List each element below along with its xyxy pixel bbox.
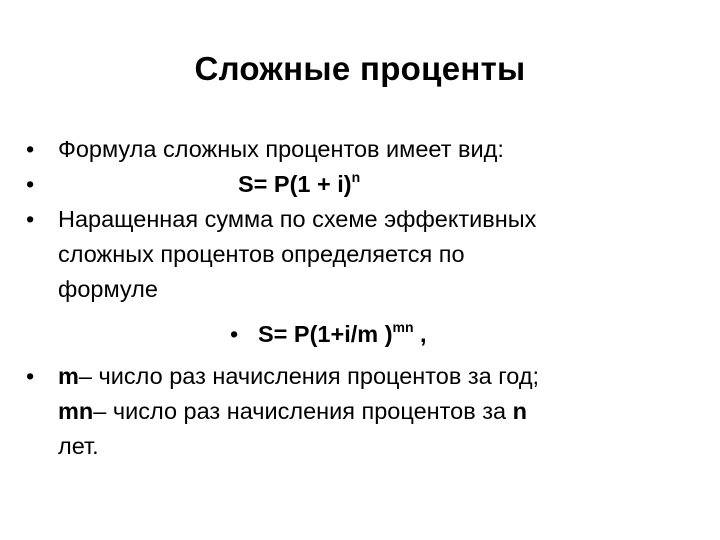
effective-formula-base: S= P(1+i/m ) [258,321,393,347]
bullet-icon: • [26,136,35,162]
effective-description-line-2: сложных процентов определяется по [58,241,465,267]
formula-base: S= P(1 + i) [238,171,352,197]
list-item-variable-definitions [26,359,696,464]
variable-m-definition: – число раз начисления процентов за год; [78,363,540,389]
effective-formula-tail: , [413,321,427,347]
variable-n: n [512,398,527,424]
variable-m: m [58,363,79,389]
bullet-icon: • [26,171,35,197]
list-item-formula-simple [26,167,696,202]
compound-interest-formula [58,171,360,197]
variable-mn-definition-end: лет. [58,433,99,459]
effective-formula-exponent: mn [392,319,414,335]
list-item-effective-description [26,202,696,307]
list-item-formula-intro [26,132,696,167]
slide-title: Сложные проценты [194,50,526,87]
variable-mn-definition: – число раз начисления процентов за [93,398,513,424]
bullet-icon: • [26,363,35,389]
list-item-formula-effective [26,310,696,358]
bullet-icon: • [230,321,239,347]
variable-mn: mn [58,398,94,424]
formula-intro-text: Формула сложных процентов имеет вид: [58,136,504,162]
effective-description-line-3: формуле [58,276,158,302]
bullet-icon: • [26,206,35,232]
effective-description-line-1: Наращенная сумма по схеме эффективных [58,206,537,232]
slide-content [26,132,696,464]
formula-exponent: n [351,169,361,185]
